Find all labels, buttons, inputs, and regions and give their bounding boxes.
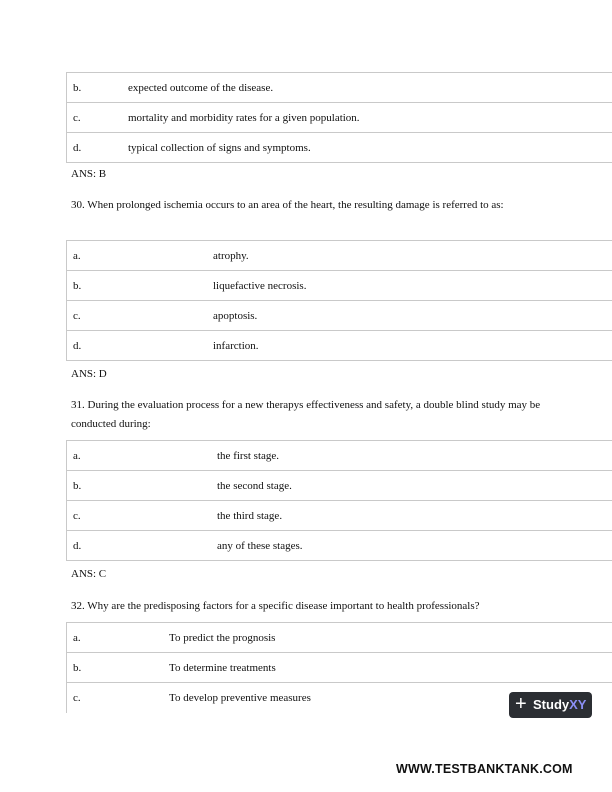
option-row xyxy=(67,271,612,301)
option-letter: c. xyxy=(73,510,81,522)
option-letter: b. xyxy=(73,480,82,492)
question-32: 32. Why are the predisposing factors for a specific disease important to health professionals? xyxy=(71,600,480,612)
question-31: 31. During the evaluation process for a new therapys effectiveness and safety, a double blind study may be conducted during: xyxy=(71,399,541,430)
option-text: To predict the prognosis xyxy=(169,632,276,644)
question-30: 30. When prolonged ischemia occurs to an area of the heart, the resulting damage is referred to as: xyxy=(71,199,504,211)
option-row xyxy=(67,471,612,501)
option-letter: a. xyxy=(73,632,81,644)
option-text: liquefactive necrosis. xyxy=(213,280,307,292)
option-row xyxy=(67,623,612,653)
footer-url[interactable]: WWW.TESTBANKTANK.COM xyxy=(396,762,573,776)
option-row xyxy=(67,441,612,471)
option-letter: b. xyxy=(73,280,82,292)
option-letter: d. xyxy=(73,142,82,154)
option-row xyxy=(67,133,612,163)
option-letter: b. xyxy=(73,662,82,674)
option-row xyxy=(67,501,612,531)
option-row xyxy=(67,653,612,683)
option-row xyxy=(67,331,612,361)
studyxy-badge[interactable] xyxy=(509,692,592,718)
option-row xyxy=(67,531,612,561)
q29-options-table xyxy=(66,72,612,163)
option-text: the third stage. xyxy=(217,510,283,522)
option-letter: c. xyxy=(73,112,81,124)
badge-brand xyxy=(533,697,586,712)
option-row xyxy=(67,301,612,331)
option-letter: a. xyxy=(73,450,81,462)
answer-q29: ANS: B xyxy=(71,168,107,180)
option-text: To determine treatments xyxy=(169,662,276,674)
option-text: the second stage. xyxy=(217,480,292,492)
option-letter: b. xyxy=(73,82,82,94)
option-letter: c. xyxy=(73,692,81,704)
option-text: typical collection of signs and symptoms. xyxy=(128,142,311,154)
option-letter: c. xyxy=(73,310,81,322)
option-letter: d. xyxy=(73,340,82,352)
option-letter: a. xyxy=(73,250,81,262)
answer-q31: ANS: C xyxy=(71,568,107,580)
plus-icon: + xyxy=(515,693,527,715)
option-letter: d. xyxy=(73,540,82,552)
option-text: atrophy. xyxy=(213,250,249,262)
option-text: expected outcome of the disease. xyxy=(128,82,274,94)
option-text: apoptosis. xyxy=(213,310,258,322)
q31-options-table xyxy=(66,440,612,561)
option-row xyxy=(67,241,612,271)
option-text: mortality and morbidity rates for a given population. xyxy=(128,112,360,124)
option-row xyxy=(67,73,612,103)
answer-q30: ANS: D xyxy=(71,368,107,380)
brand-main-text: Study xyxy=(533,697,570,712)
q30-options-table xyxy=(66,240,612,361)
option-text: the first stage. xyxy=(217,450,280,462)
brand-accent-text: XY xyxy=(569,697,587,712)
option-text: To develop preventive measures xyxy=(169,692,311,704)
option-row xyxy=(67,103,612,133)
option-text: infarction. xyxy=(213,340,259,352)
option-text: any of these stages. xyxy=(217,540,303,552)
